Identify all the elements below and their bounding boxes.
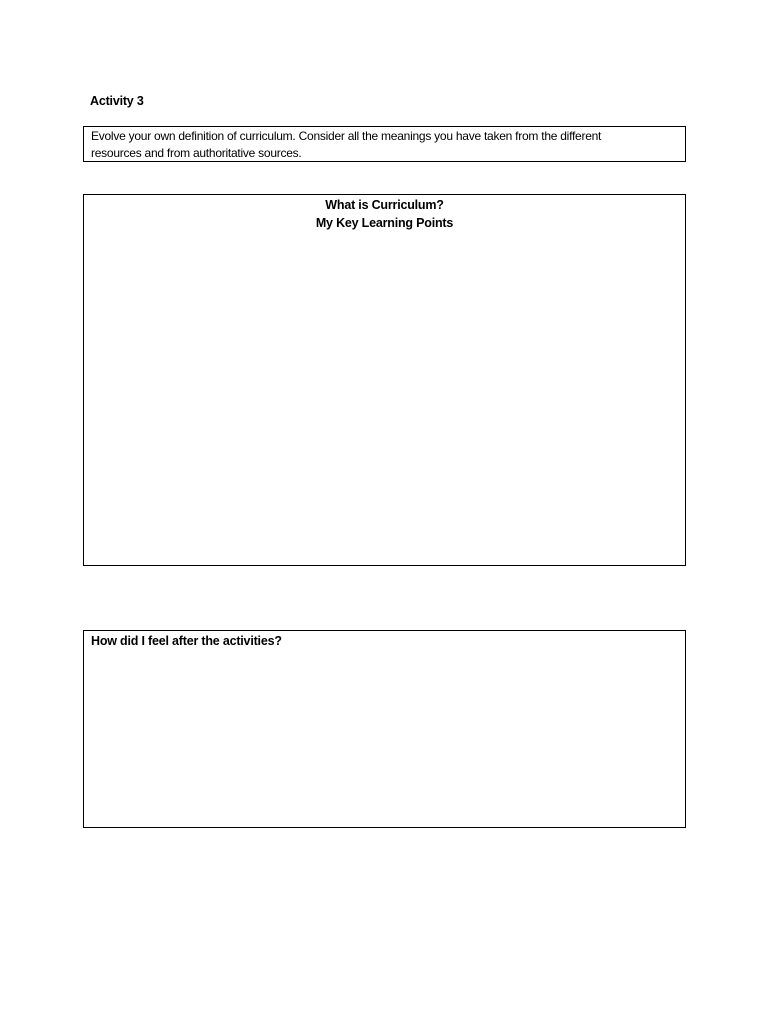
learning-box-subtitle: My Key Learning Points [315,215,454,230]
learning-box-title: What is Curriculum? [325,198,444,212]
instruction-line-1: Evolve your own definition of curriculum. Consider all the meanings you have taken from the different [91,129,602,143]
instruction-box [83,126,686,162]
reflection-prompt: How did I feel after the activities? [91,634,282,648]
reflection-box[interactable] [83,630,686,828]
key-learning-points-box[interactable] [83,194,686,566]
instruction-line-2: resources and from authoritative sources. [91,146,302,160]
activity-heading: Activity 3 [90,94,144,108]
